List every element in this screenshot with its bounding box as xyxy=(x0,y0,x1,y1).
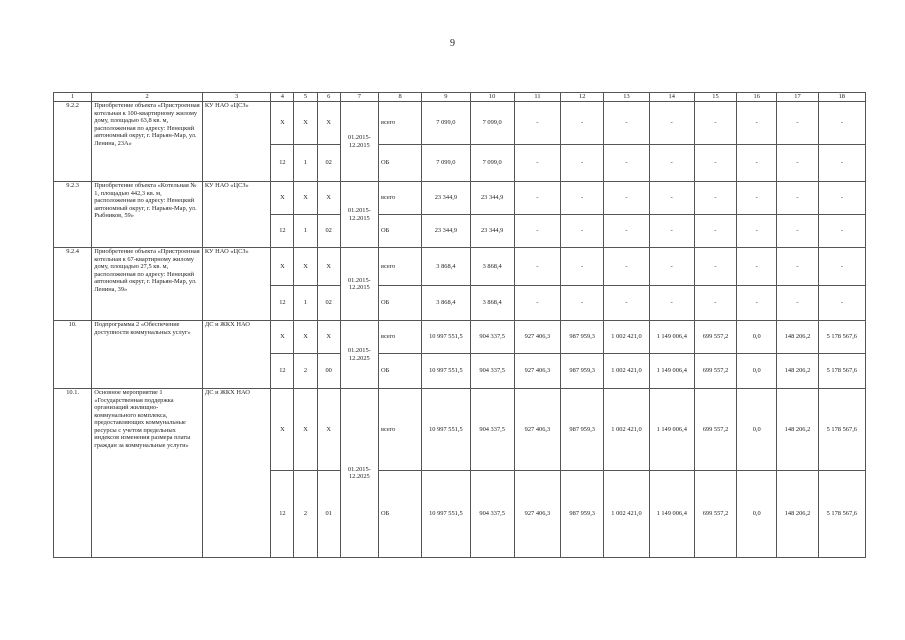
column-header: 5 xyxy=(294,93,317,102)
amount-cell: - xyxy=(818,286,865,321)
amount-cell: 1 002 421,0 xyxy=(604,389,649,471)
amount-cell: 7 099,0 xyxy=(470,102,514,145)
funding-source-cell: ОБ xyxy=(378,354,421,389)
amount-cell: - xyxy=(818,182,865,215)
page-number: 9 xyxy=(450,38,455,49)
amount-cell: - xyxy=(649,102,694,145)
amount-cell: 1 149 006,4 xyxy=(649,471,694,558)
code-cell-6: X xyxy=(317,248,340,286)
code-cell-4: X xyxy=(271,321,294,354)
amount-cell: - xyxy=(514,286,560,321)
item-number-cell: 9.2.3 xyxy=(54,182,92,248)
amount-cell: 927 406,3 xyxy=(514,389,560,471)
amount-cell: - xyxy=(561,102,604,145)
amount-cell: - xyxy=(694,102,736,145)
funding-source-cell: всего xyxy=(378,321,421,354)
amount-cell: 5 178 567,6 xyxy=(818,354,865,389)
amount-cell: 10 997 551,5 xyxy=(422,389,470,471)
amount-cell: - xyxy=(777,182,818,215)
table-row xyxy=(54,389,866,471)
amount-cell: - xyxy=(694,286,736,321)
amount-cell: 904 337,5 xyxy=(470,471,514,558)
amount-cell: 10 997 551,5 xyxy=(422,471,470,558)
table-row xyxy=(54,102,866,145)
amount-cell: 5 178 567,6 xyxy=(818,471,865,558)
funding-source-cell: всего xyxy=(378,389,421,471)
amount-cell: 987 959,3 xyxy=(561,389,604,471)
code-cell-6: X xyxy=(317,102,340,145)
code-cell-5: X xyxy=(294,389,317,471)
amount-cell: - xyxy=(514,182,560,215)
program-budget-table xyxy=(53,92,866,558)
amount-cell: - xyxy=(604,145,649,182)
column-header: 13 xyxy=(604,93,649,102)
amount-cell: - xyxy=(604,286,649,321)
column-header: 9 xyxy=(422,93,470,102)
code-cell-5: 1 xyxy=(294,145,317,182)
amount-cell: - xyxy=(649,182,694,215)
amount-cell: - xyxy=(694,145,736,182)
amount-cell: 7 099,0 xyxy=(422,145,470,182)
column-header: 10 xyxy=(470,93,514,102)
amount-cell: - xyxy=(777,145,818,182)
amount-cell: 3 868,4 xyxy=(470,248,514,286)
amount-cell: - xyxy=(818,215,865,248)
amount-cell: 699 557,2 xyxy=(694,321,736,354)
amount-cell: - xyxy=(649,248,694,286)
column-header: 3 xyxy=(202,93,270,102)
item-number-cell: 9.2.4 xyxy=(54,248,92,321)
amount-cell: 699 557,2 xyxy=(694,471,736,558)
amount-cell: 1 149 006,4 xyxy=(649,389,694,471)
amount-cell: 987 959,3 xyxy=(561,471,604,558)
item-number-cell: 9.2.2 xyxy=(54,102,92,182)
amount-cell: - xyxy=(737,215,777,248)
funding-source-cell: всего xyxy=(378,102,421,145)
amount-cell: - xyxy=(604,102,649,145)
funding-source-cell: ОБ xyxy=(378,215,421,248)
code-cell-6: X xyxy=(317,182,340,215)
amount-cell: - xyxy=(737,182,777,215)
column-header: 11 xyxy=(514,93,560,102)
amount-cell: 23 344,9 xyxy=(422,215,470,248)
amount-cell: 5 178 567,6 xyxy=(818,389,865,471)
period-cell: 01.2015-12.2025 xyxy=(340,321,378,389)
amount-cell: 23 344,9 xyxy=(470,215,514,248)
table-row xyxy=(54,321,866,354)
funding-source-cell: ОБ xyxy=(378,471,421,558)
amount-cell: - xyxy=(561,145,604,182)
amount-cell: - xyxy=(514,145,560,182)
amount-cell: - xyxy=(561,248,604,286)
amount-cell: - xyxy=(818,102,865,145)
amount-cell: 3 868,4 xyxy=(422,286,470,321)
amount-cell: 987 959,3 xyxy=(561,354,604,389)
funding-source-cell: ОБ xyxy=(378,286,421,321)
amount-cell: - xyxy=(604,215,649,248)
header-row xyxy=(54,93,866,102)
code-cell-4: 12 xyxy=(271,471,294,558)
column-header: 6 xyxy=(317,93,340,102)
column-header: 1 xyxy=(54,93,92,102)
amount-cell: 904 337,5 xyxy=(470,354,514,389)
amount-cell: 10 997 551,5 xyxy=(422,354,470,389)
column-header: 7 xyxy=(340,93,378,102)
period-cell: 01.2015-12.2015 xyxy=(340,182,378,248)
item-number-cell: 10. xyxy=(54,321,92,389)
amount-cell: - xyxy=(561,182,604,215)
amount-cell: - xyxy=(694,248,736,286)
code-cell-4: X xyxy=(271,182,294,215)
code-cell-6: 01 xyxy=(317,471,340,558)
code-cell-6: X xyxy=(317,389,340,471)
column-header: 15 xyxy=(694,93,736,102)
amount-cell: 23 344,9 xyxy=(422,182,470,215)
amount-cell: - xyxy=(561,215,604,248)
code-cell-5: X xyxy=(294,102,317,145)
amount-cell: 5 178 567,6 xyxy=(818,321,865,354)
column-header: 17 xyxy=(777,93,818,102)
amount-cell: - xyxy=(649,286,694,321)
code-cell-5: 1 xyxy=(294,215,317,248)
amount-cell: 7 099,0 xyxy=(422,102,470,145)
amount-cell: - xyxy=(777,286,818,321)
amount-cell: - xyxy=(818,248,865,286)
amount-cell: 148 206,2 xyxy=(777,389,818,471)
amount-cell: - xyxy=(561,286,604,321)
executor-cell: ДС и ЖКХ НАО xyxy=(202,389,270,558)
amount-cell: 148 206,2 xyxy=(777,471,818,558)
amount-cell: 0,0 xyxy=(737,354,777,389)
amount-cell: 699 557,2 xyxy=(694,354,736,389)
amount-cell: 1 149 006,4 xyxy=(649,321,694,354)
amount-cell: 927 406,3 xyxy=(514,321,560,354)
amount-cell: 23 344,9 xyxy=(470,182,514,215)
amount-cell: - xyxy=(737,145,777,182)
code-cell-5: 2 xyxy=(294,471,317,558)
amount-cell: 1 002 421,0 xyxy=(604,354,649,389)
amount-cell: - xyxy=(649,145,694,182)
column-header: 18 xyxy=(818,93,865,102)
code-cell-4: X xyxy=(271,389,294,471)
column-header: 14 xyxy=(649,93,694,102)
code-cell-4: X xyxy=(271,248,294,286)
code-cell-5: X xyxy=(294,321,317,354)
amount-cell: 7 099,0 xyxy=(470,145,514,182)
executor-cell: ДС и ЖКХ НАО xyxy=(202,321,270,389)
amount-cell: 987 959,3 xyxy=(561,321,604,354)
code-cell-4: 12 xyxy=(271,354,294,389)
amount-cell: 1 149 006,4 xyxy=(649,354,694,389)
amount-cell: - xyxy=(514,248,560,286)
code-cell-4: 12 xyxy=(271,145,294,182)
period-cell: 01.2015-12.2025 xyxy=(340,389,378,558)
code-cell-6: 00 xyxy=(317,354,340,389)
funding-source-cell: всего xyxy=(378,182,421,215)
code-cell-6: 02 xyxy=(317,286,340,321)
column-header: 8 xyxy=(378,93,421,102)
amount-cell: 1 002 421,0 xyxy=(604,321,649,354)
amount-cell: - xyxy=(649,215,694,248)
amount-cell: 0,0 xyxy=(737,471,777,558)
amount-cell: 3 868,4 xyxy=(422,248,470,286)
period-cell: 01.2015-12.2015 xyxy=(340,248,378,321)
funding-source-cell: ОБ xyxy=(378,145,421,182)
code-cell-5: X xyxy=(294,182,317,215)
amount-cell: 927 406,3 xyxy=(514,471,560,558)
amount-cell: 148 206,2 xyxy=(777,354,818,389)
amount-cell: - xyxy=(694,215,736,248)
amount-cell: - xyxy=(514,215,560,248)
amount-cell: 1 002 421,0 xyxy=(604,471,649,558)
amount-cell: - xyxy=(737,286,777,321)
item-number-cell: 10.1. xyxy=(54,389,92,558)
code-cell-5: 2 xyxy=(294,354,317,389)
period-cell: 01.2015-12.2015 xyxy=(340,102,378,182)
amount-cell: - xyxy=(737,102,777,145)
amount-cell: - xyxy=(777,248,818,286)
amount-cell: 699 557,2 xyxy=(694,389,736,471)
amount-cell: 148 206,2 xyxy=(777,321,818,354)
table-row xyxy=(54,182,866,215)
table-row xyxy=(54,248,866,286)
amount-cell: 0,0 xyxy=(737,321,777,354)
column-header: 16 xyxy=(737,93,777,102)
code-cell-4: 12 xyxy=(271,215,294,248)
column-header: 12 xyxy=(561,93,604,102)
amount-cell: 10 997 551,5 xyxy=(422,321,470,354)
code-cell-5: X xyxy=(294,248,317,286)
amount-cell: 0,0 xyxy=(737,389,777,471)
code-cell-6: X xyxy=(317,321,340,354)
code-cell-4: 12 xyxy=(271,286,294,321)
amount-cell: 3 868,4 xyxy=(470,286,514,321)
executor-cell: КУ НАО «ЦСЗ» xyxy=(202,102,270,182)
executor-cell: КУ НАО «ЦСЗ» xyxy=(202,182,270,248)
code-cell-4: X xyxy=(271,102,294,145)
amount-cell: 904 337,5 xyxy=(470,321,514,354)
item-name-cell: Приобретение объекта «Пристроенная котельная к 100-квартирному жилому дому, площадью 63,8 кв. м, расположенная по адресу: Ненецкий автономный округ, г. Нарьян-Мар, ул. Ленина, 23А» xyxy=(92,102,203,182)
executor-cell: КУ НАО «ЦСЗ» xyxy=(202,248,270,321)
item-name-cell: Основное мероприятие 1 «Государственная поддержка организаций жилищно-коммунального комплекса, предоставляющих коммунальные ресурсы с учетом предельных индексов изменения размера платы граждан за коммунальные услуги» xyxy=(92,389,203,558)
column-header: 2 xyxy=(92,93,203,102)
code-cell-6: 02 xyxy=(317,145,340,182)
item-name-cell: Приобретение объекта «Пристроенная котельная к 67-квартирному жилому дому, площадью 27,5 кв. м, расположенная по адресу: Ненецкий автономный округ, г. Нарьян-Мар, ул. Ленина, 39» xyxy=(92,248,203,321)
amount-cell: 927 406,3 xyxy=(514,354,560,389)
amount-cell: - xyxy=(777,102,818,145)
amount-cell: - xyxy=(818,145,865,182)
amount-cell: 904 337,5 xyxy=(470,389,514,471)
amount-cell: - xyxy=(694,182,736,215)
amount-cell: - xyxy=(604,248,649,286)
amount-cell: - xyxy=(604,182,649,215)
amount-cell: - xyxy=(514,102,560,145)
column-header: 4 xyxy=(271,93,294,102)
code-cell-5: 1 xyxy=(294,286,317,321)
item-name-cell: Приобретение объекта «Котельная № 1, площадью 442,3 кв. м, расположенная по адресу: Ненецкий автономный округ, г. Нарьян-Мар, ул. Рыбников, 59» xyxy=(92,182,203,248)
amount-cell: - xyxy=(777,215,818,248)
funding-source-cell: всего xyxy=(378,248,421,286)
code-cell-6: 02 xyxy=(317,215,340,248)
item-name-cell: Подпрограмма 2 «Обеспечение доступности коммунальных услуг» xyxy=(92,321,203,389)
amount-cell: - xyxy=(737,248,777,286)
